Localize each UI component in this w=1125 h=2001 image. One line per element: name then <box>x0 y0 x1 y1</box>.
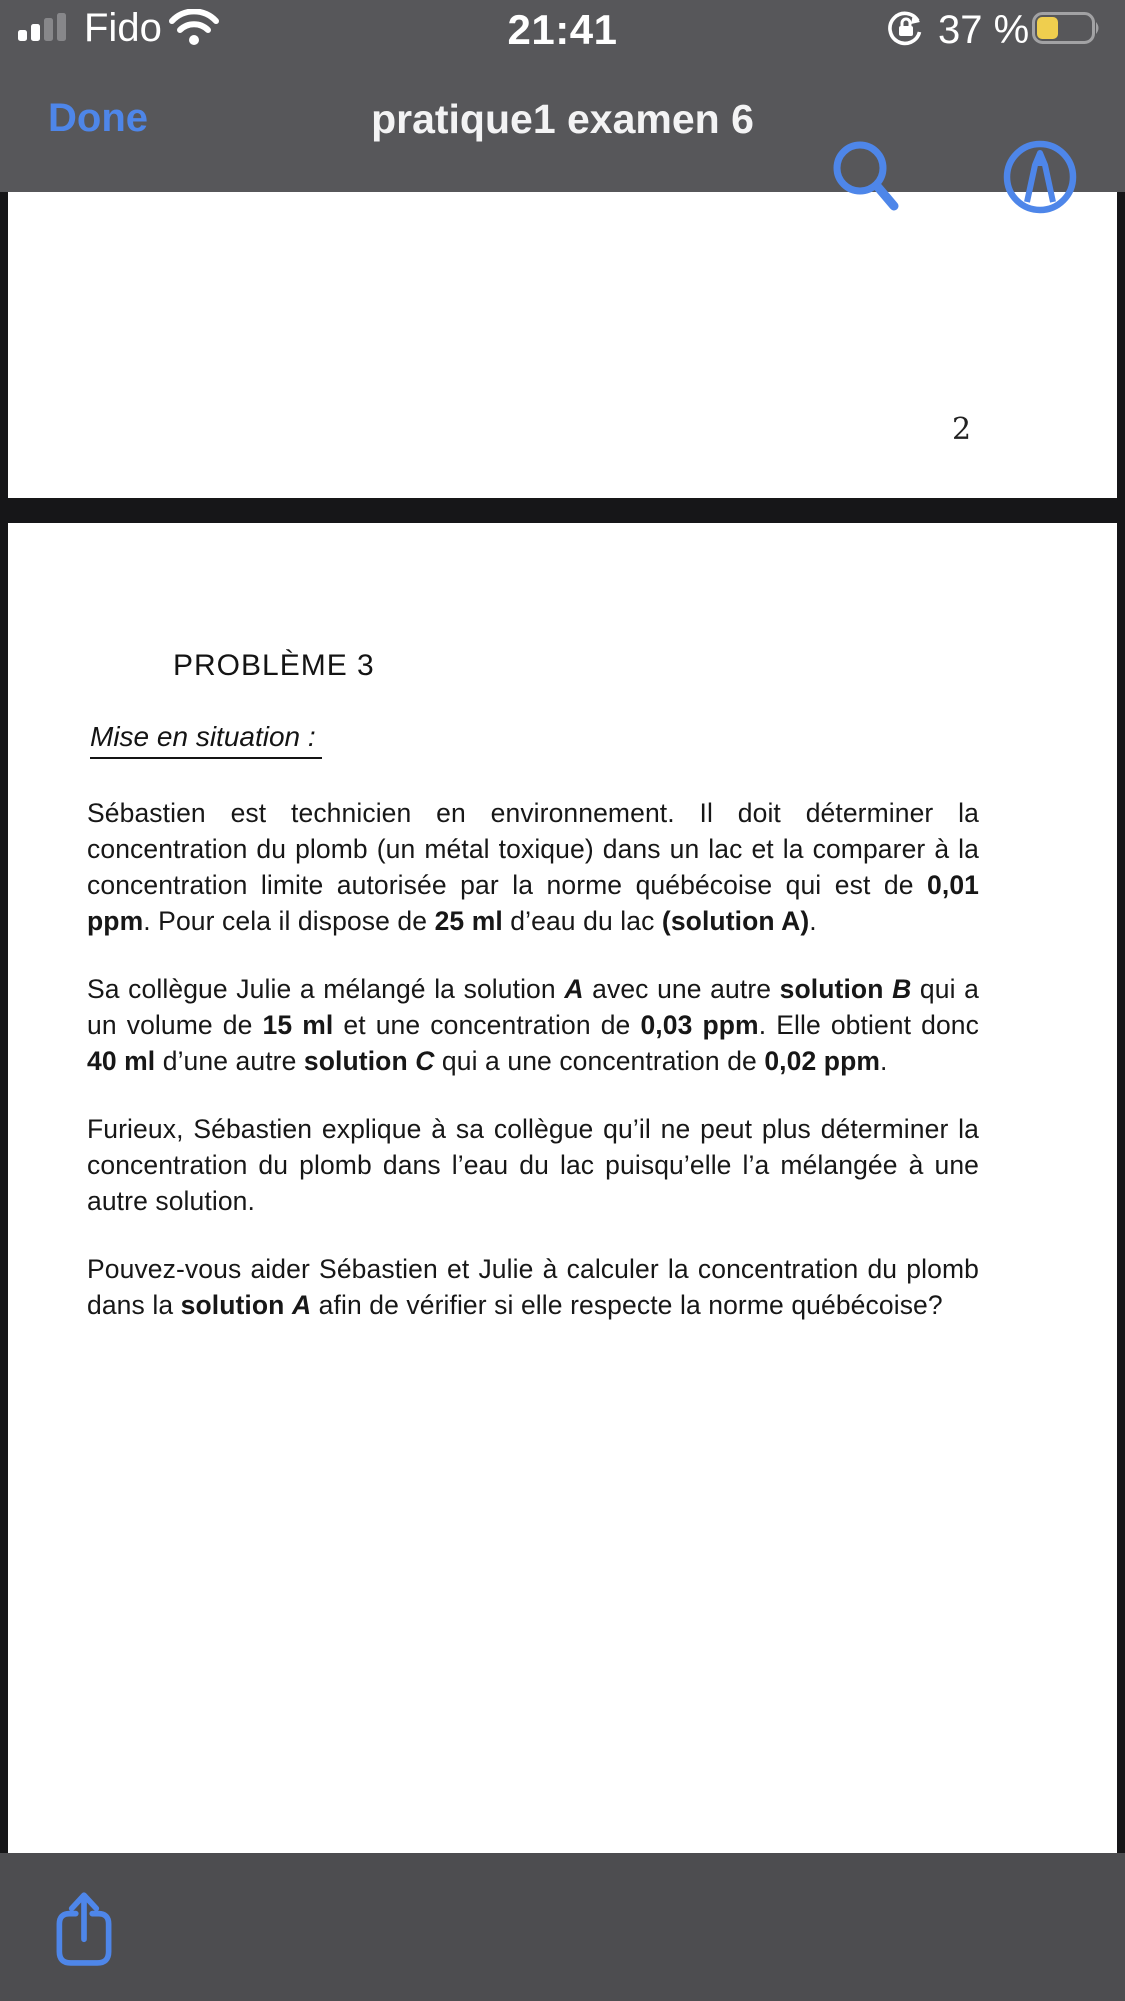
share-icon <box>54 1889 114 1967</box>
paragraph: Pouvez-vous aider Sébastien et Julie à calculer la concentration du plomb dans la solution A afin de vérifier si elle respecte la norme québécoise? <box>87 1254 979 1320</box>
done-button[interactable]: Done <box>48 96 148 140</box>
markup-pen-icon <box>1000 136 1080 218</box>
page-number: 2 <box>952 412 972 447</box>
clock: 21:41 <box>507 6 618 53</box>
search-icon <box>826 136 904 216</box>
problem-subheading: Mise en situation : <box>90 721 322 759</box>
share-button[interactable] <box>54 1889 114 1967</box>
search-button[interactable] <box>826 136 904 216</box>
problem-heading: PROBLÈME 3 <box>173 649 375 682</box>
document-title: pratique1 examen 6 <box>371 96 754 142</box>
paragraph: Sa collègue Julie a mélangé la solution A avec une autre solution B qui a un volume de 15 ml et une concentration de 0,03 ppm. Elle obtient donc 40 ml d’une autre solution C qui a une concentration de 0,02 ppm. <box>87 974 979 1076</box>
pdf-page-1[interactable] <box>8 192 1117 498</box>
battery-icon <box>1032 12 1102 44</box>
carrier-label: Fido <box>84 6 162 50</box>
paragraph: Sébastien est technicien en environnement. Il doit déterminer la concentration du plomb (un métal toxique) dans un lac et la comparer à la concentration limite autorisée par la norme québécoise qui est de 0,01 ppm. Pour cela il dispose de 25 ml d’eau du lac (solution A). <box>87 798 979 936</box>
markup-button[interactable] <box>1000 136 1080 218</box>
orientation-lock-icon <box>886 8 926 48</box>
navigation-bar <box>0 54 1125 192</box>
problem-text <box>87 795 979 1355</box>
battery-percent-label: 37 % <box>938 8 1030 52</box>
pdf-page-2[interactable] <box>8 523 1117 1853</box>
top-chrome <box>0 0 1125 192</box>
paragraph: Furieux, Sébastien explique à sa collègue qu’il ne peut plus déterminer la concentration du plomb dans l’eau du lac puisqu’elle l’a mélangée à une autre solution. <box>87 1114 979 1216</box>
status-bar <box>0 0 1125 54</box>
wifi-icon <box>168 9 220 47</box>
cellular-signal-icon <box>18 13 76 41</box>
bottom-toolbar <box>0 1853 1125 2001</box>
